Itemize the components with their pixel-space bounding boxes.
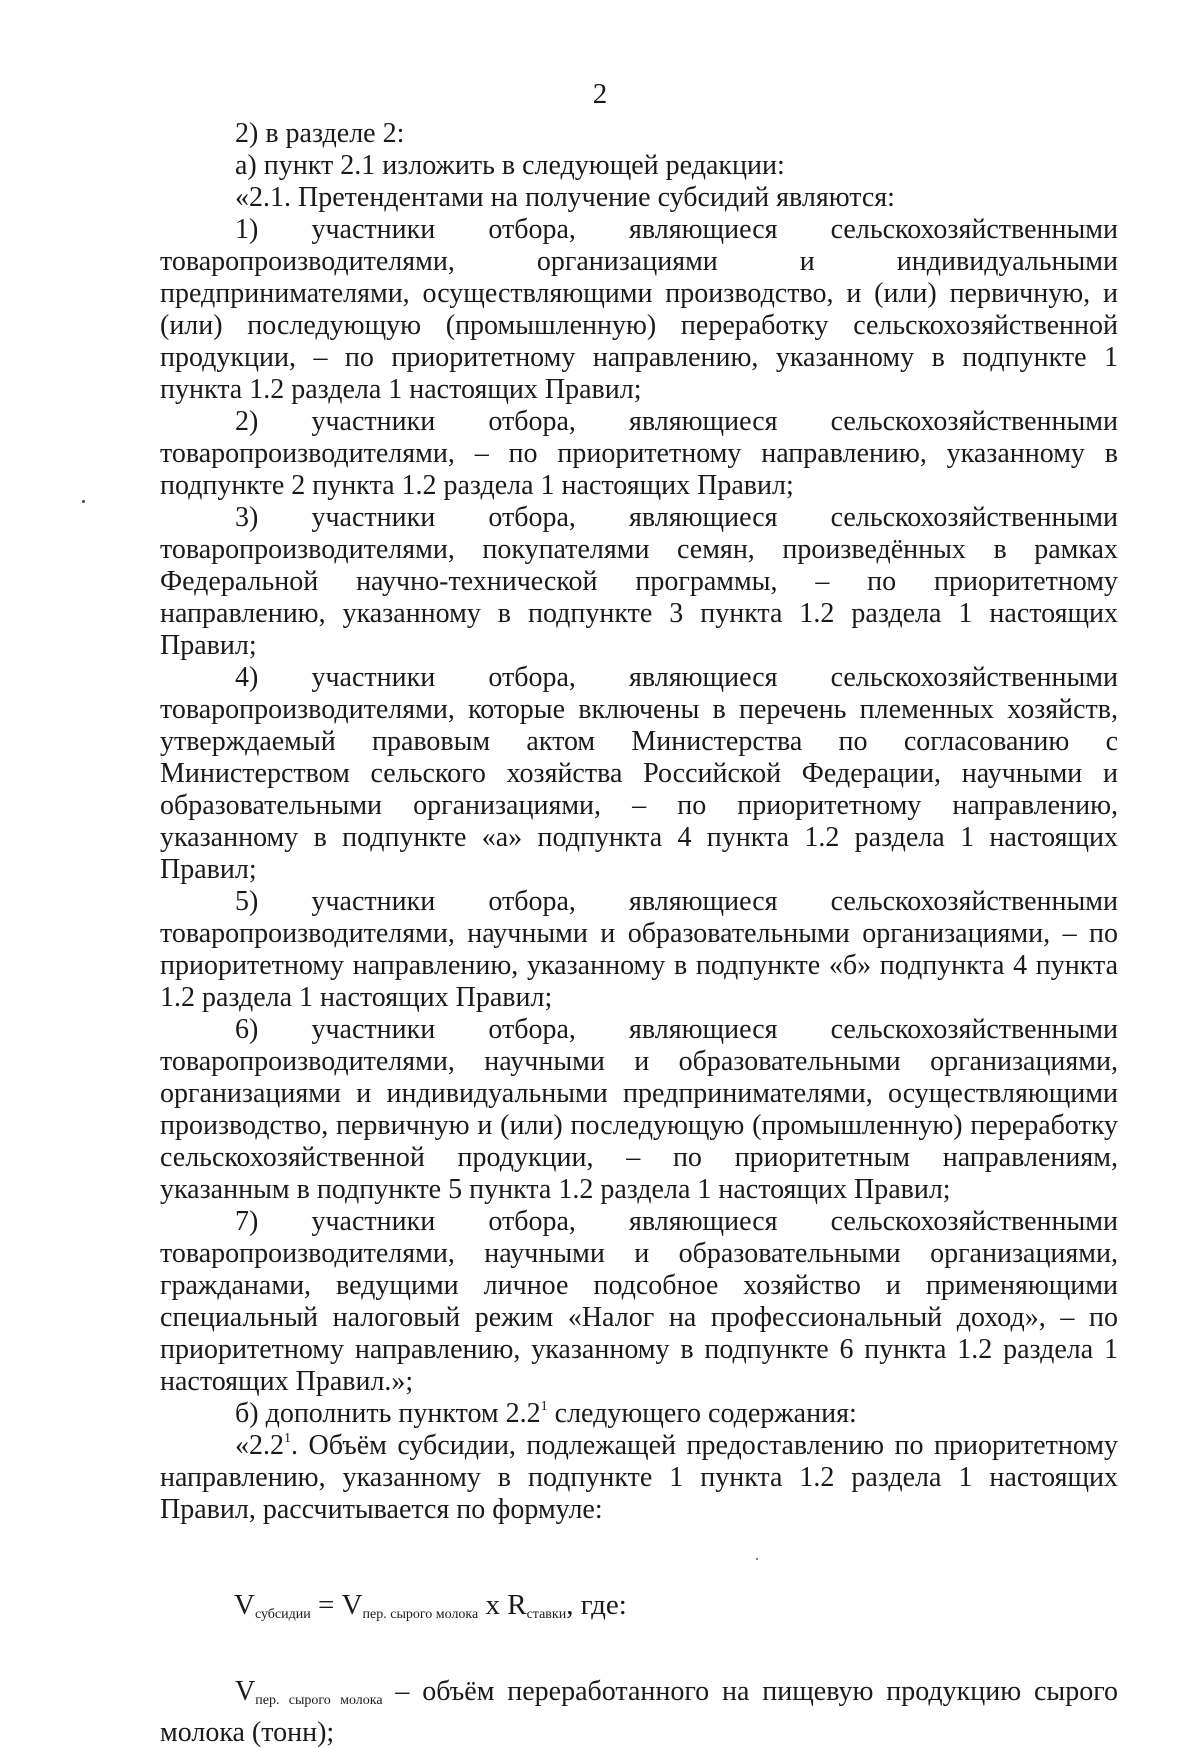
definition-symbol: V xyxy=(235,1676,256,1707)
formula-subscript: пер. сырого молока xyxy=(362,1607,479,1622)
paragraph-list-7: 7) участники отбора, являющиеся сельскохозяйственными товаропроизводителями, научными и образовательными организациями, гражданами, ведущими личное подсобное хозяйство и применяющими специальный налоговый режим «Налог на профессиональный доход», – по приоритетному направлению, указанному в подпункте 6 пункта 1.2 раздела 1 настоящих Правил.»; xyxy=(160,1206,1118,1397)
definition-subscript: пер. сырого молока xyxy=(255,1693,383,1708)
superscript: 1 xyxy=(284,1431,291,1446)
definition-v-milk xyxy=(160,1676,1118,1749)
document-body xyxy=(160,118,1118,1749)
formula-subscript: субсидии xyxy=(254,1607,311,1622)
paragraph-list-5: 5) участники отбора, являющиеся сельскохозяйственными товаропроизводителями, научными и образовательными организациями, – по приоритетному направлению, указанному в подпункте «б» подпункта 4 пункта 1.2 раздела 1 настоящих Правил; xyxy=(160,886,1118,1013)
superscript: 1 xyxy=(540,1399,548,1414)
clause-2-2-1-text: . Объём субсидии, подлежащей предоставлению по приоритетному направлению, указанному в подпункте 1 пункта 1.2 раздела 1 настоящих Правил, рассчитывается по формуле: xyxy=(160,1430,1118,1525)
formula-symbol: V xyxy=(234,1589,255,1621)
scan-speck xyxy=(82,500,85,503)
formula-symbol: = V xyxy=(310,1589,363,1621)
definition-text: – объём переработанного на пищевую продукцию сырого молока (тонн); xyxy=(160,1676,1118,1748)
paragraph-item-a: а) пункт 2.1 изложить в следующей редакции: xyxy=(235,150,785,181)
paragraph-2-2-1 xyxy=(160,1430,1118,1526)
page-number: 2 xyxy=(592,78,608,110)
paragraph-list-4: 4) участники отбора, являющиеся сельскохозяйственными товаропроизводителями, которые включены в перечень племенных хозяйств, утверждаемый правовым актом Министерства по согласованию с Министерством сельского хозяйства Российской Федерации, научными и образовательными организациями, – по приоритетному направлению, указанному в подпункте «а» подпункта 4 пункта 1.2 раздела 1 настоящих Правил; xyxy=(160,662,1118,885)
paragraph-list-2: 2) участники отбора, являющиеся сельскохозяйственными товаропроизводителями, – по приоритетному направлению, указанному в подпункте 2 пункта 1.2 раздела 1 настоящих Правил; xyxy=(160,406,1118,501)
clause-2-2-1-number: «2.2 xyxy=(235,1430,284,1461)
formula-subscript: ставки xyxy=(526,1607,567,1622)
paragraph-2-1-intro: «2.1. Претендентами на получение субсидий являются: xyxy=(235,182,895,213)
paragraph-list-6: 6) участники отбора, являющиеся сельскохозяйственными товаропроизводителями, научными и образовательными организациями, организациями и индивидуальными предпринимателями, осуществляющими производство, первичную и (или) последующую (промышленную) переработку сельскохозяйственной продукции, – по приоритетным направлениям, указанным в подпункте 5 пункта 1.2 раздела 1 настоящих Правил; xyxy=(160,1014,1118,1205)
item-b-text-tail: следующего содержания: xyxy=(547,1398,857,1429)
formula-symbol: x R xyxy=(478,1589,527,1621)
item-b-text: б) дополнить пунктом 2.2 xyxy=(235,1398,541,1429)
paragraph-list-1: 1) участники отбора, являющиеся сельскохозяйственными товаропроизводителями, организациями и индивидуальными предпринимателями, осуществляющими производство, и (или) первичную, и (или) последующую (промышленную) переработку сельскохозяйственной продукции, – по приоритетному направлению, указанному в подпункте 1 пункта 1.2 раздела 1 настоящих Правил; xyxy=(160,214,1118,405)
paragraph-section-2: 2) в разделе 2: xyxy=(235,118,405,149)
subsidy-formula xyxy=(160,1588,1118,1632)
paragraph-list-3: 3) участники отбора, являющиеся сельскохозяйственными товаропроизводителями, покупателями семян, произведённых в рамках Федеральной научно-технической программы, – по приоритетному направлению, указанному в подпункте 3 пункта 1.2 раздела 1 настоящих Правил; xyxy=(160,502,1118,661)
paragraph-item-b xyxy=(160,1398,1118,1430)
formula-tail: , где: xyxy=(566,1589,627,1621)
